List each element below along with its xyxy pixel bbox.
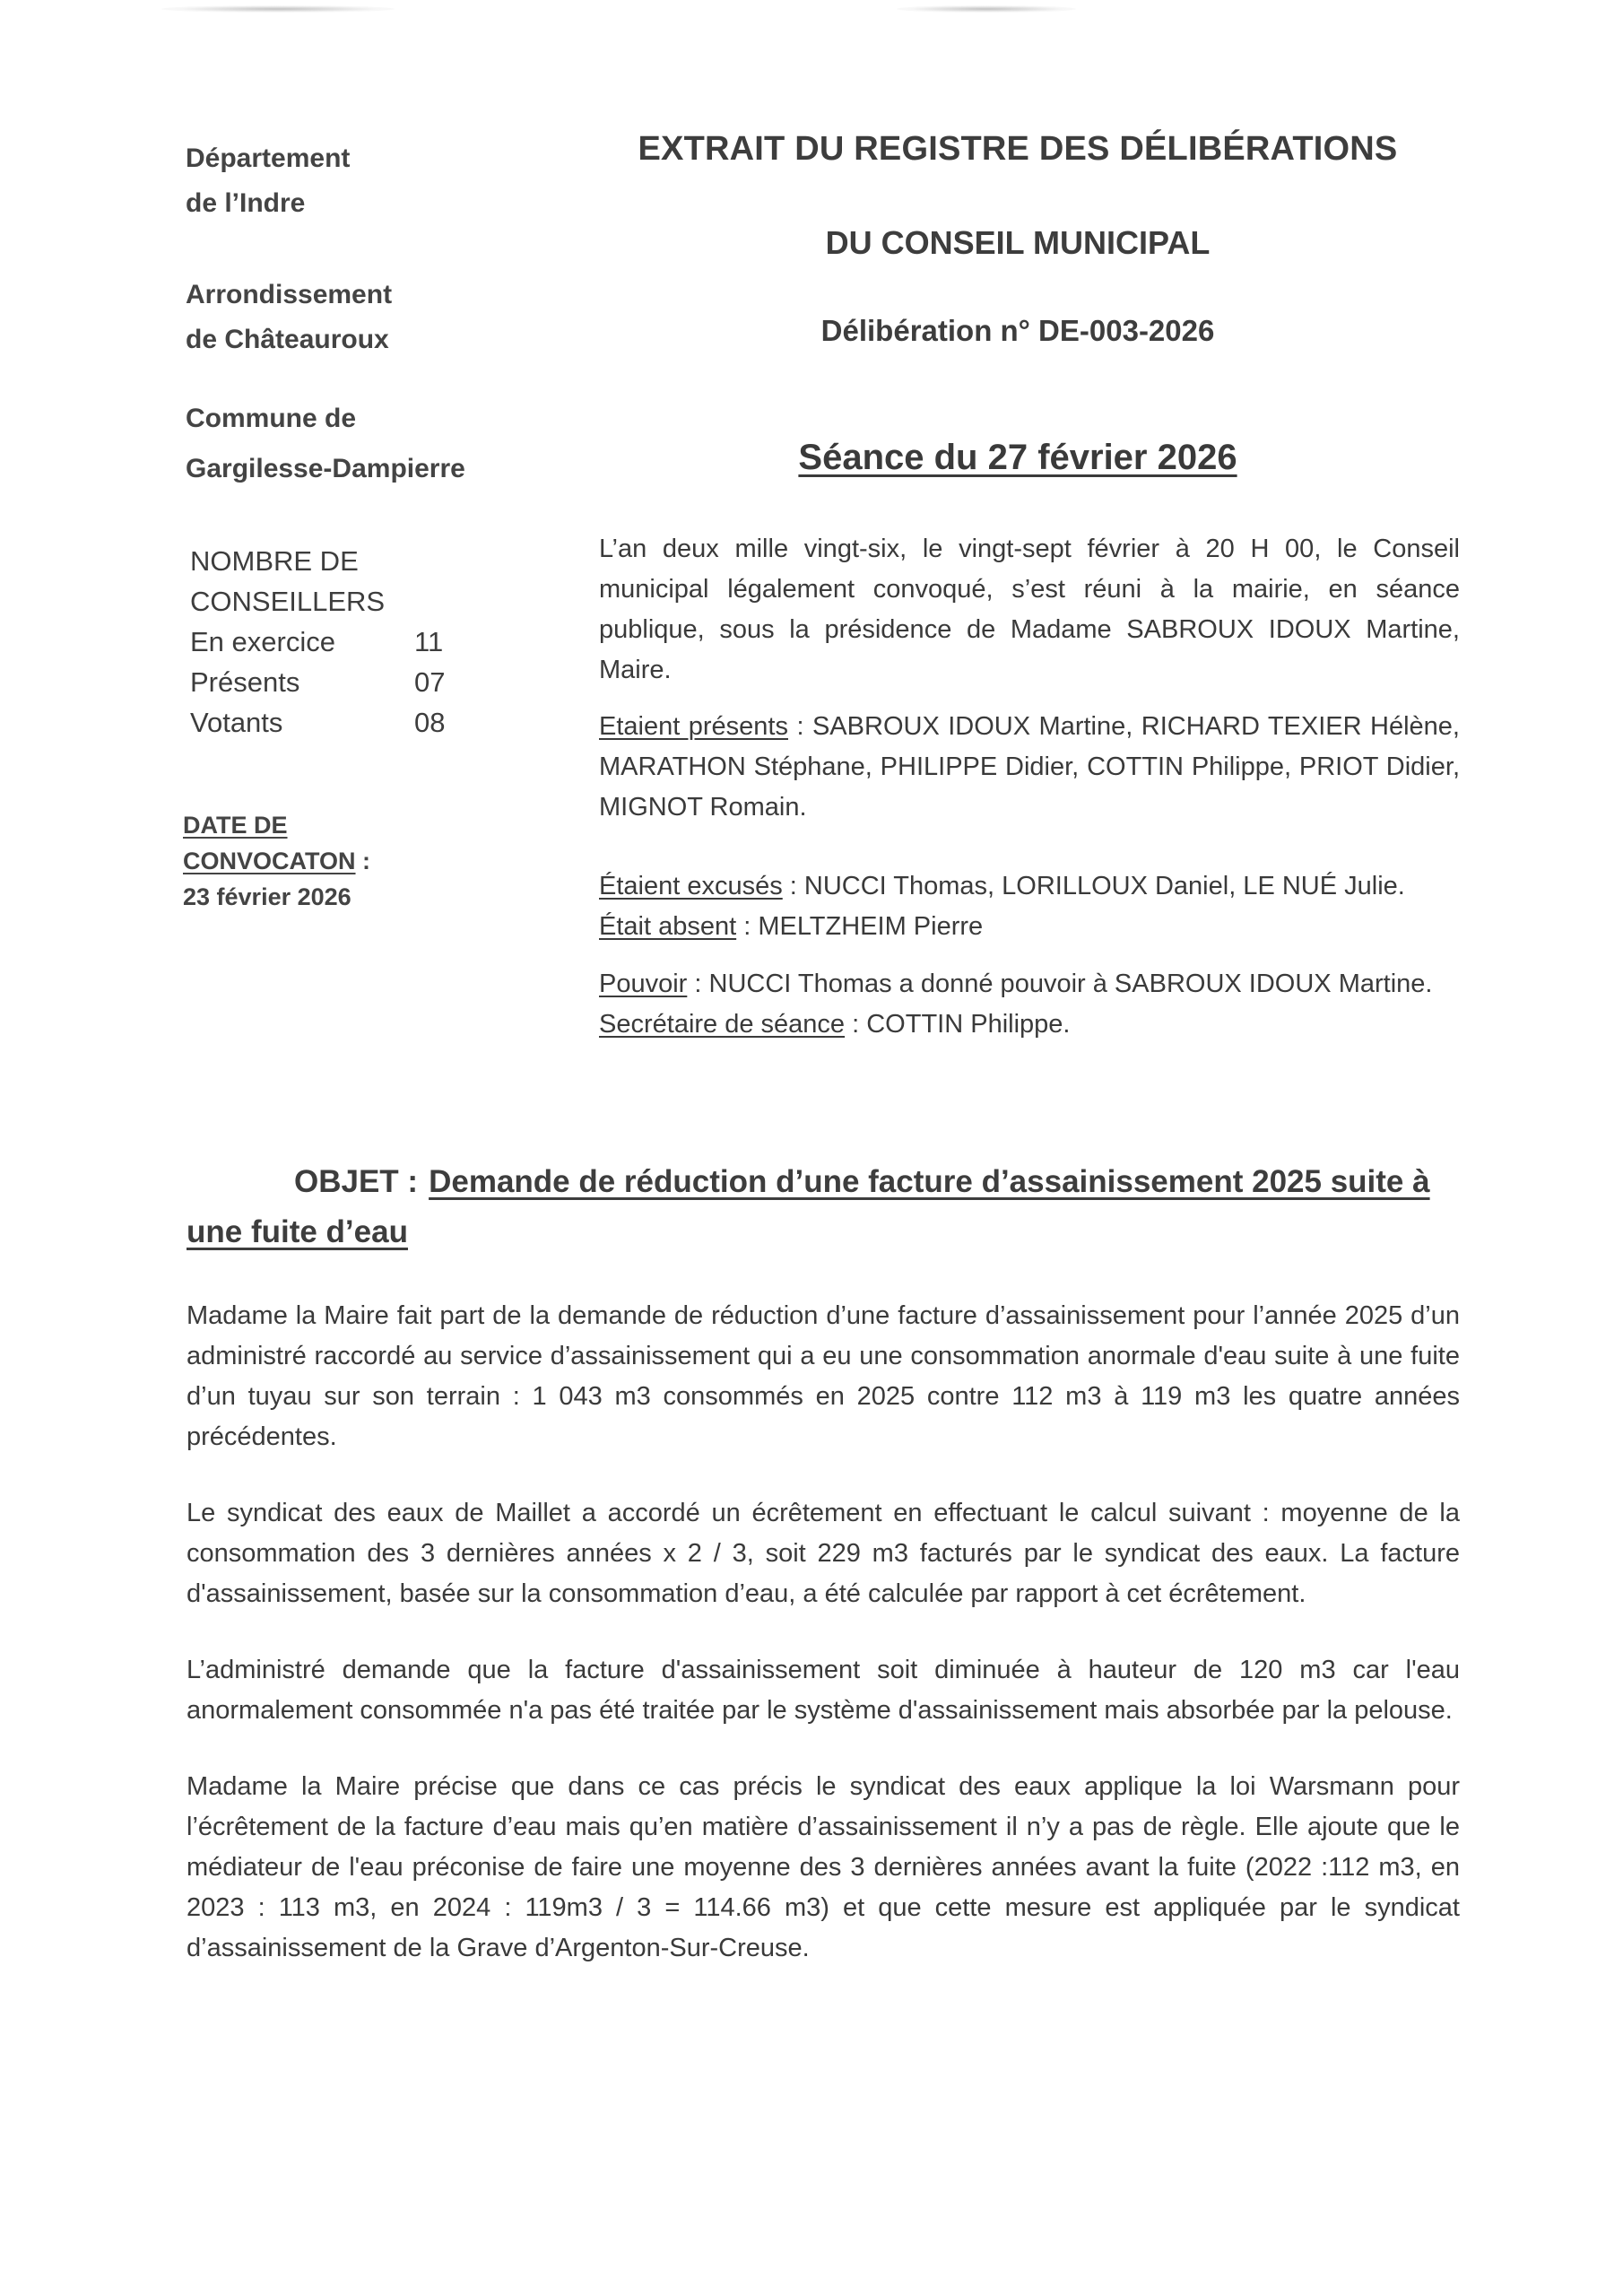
count-row-en-exercice <box>190 622 468 662</box>
seance-date-text: Séance du 27 février 2026 <box>798 438 1237 477</box>
presents-label: Etaient présents <box>599 712 788 741</box>
counts-heading-line1: NOMBRE DE <box>190 545 359 577</box>
body-paragraph-1: Madame la Maire fait part de la demande de réduction d’une facture d’assainissement pour l’année 2025 d’un administré raccordé au service d’assainissement qui a eu une consommation anormale d'eau suite à une fuite d’un tuyau sur son terrain : 1 043 m3 consommés en 2025 contre 112 m3 à 119 m3 les quatre années précédentes. <box>187 1301 1460 1451</box>
convocation-label-line2: CONVOCATON <box>183 848 356 874</box>
presents-text: : SABROUX IDOUX Martine, RICHARD TEXIER Hélène, MARATHON Stéphane, PHILIPPE Didier, COTTIN Philippe, PRIOT Didier, MIGNOT Romain. <box>599 712 1460 822</box>
convocation-date-block <box>183 807 370 915</box>
commune-line2: Gargilesse-Dampierre <box>186 454 465 483</box>
count-value: 08 <box>414 707 446 738</box>
scan-artifact <box>897 5 1076 13</box>
pouvoir-label: Pouvoir <box>599 970 688 998</box>
secretaire-text: : COTTIN Philippe. <box>845 1010 1071 1039</box>
document-title: EXTRAIT DU REGISTRE DES DÉLIBÉRATIONS <box>638 130 1398 168</box>
count-value: 11 <box>414 626 444 657</box>
absent-text: : MELTZHEIM Pierre <box>736 912 984 941</box>
objet-text: Demande de réduction d’une facture d’assainissement 2025 suite à une fuite d’eau <box>187 1164 1430 1249</box>
intro-paragraph: L’an deux mille vingt-six, le vingt-sept février à 20 H 00, le Conseil municipal légalement convoqué, s’est réuni à la mairie, en séance publique, sous la présidence de Madame SABROUX IDOUX Martine, Maire. <box>599 535 1460 684</box>
session-intro <box>599 529 1460 691</box>
body-paragraph-2: Le syndicat des eaux de Maillet a accordé un écrêtement en effectuant le calcul suivant : moyenne de la consommation des 3 dernières années x 2 / 3, soit 229 m3 facturés par le syndicat des eaux. La facture d'assainissement, basée sur la consommation d’eau, a été calculée par rapport à cet écrêtement. <box>187 1499 1460 1608</box>
count-label: Présents <box>190 666 300 698</box>
arrondissement-line2: de Châteauroux <box>186 325 389 354</box>
count-row-presents <box>190 662 468 702</box>
excuses-label: Étaient excusés <box>599 872 783 900</box>
convocation-colon: : <box>355 848 371 874</box>
excuses-text: : NUCCI Thomas, LORILLOUX Daniel, LE NUÉ Julie. <box>782 872 1405 900</box>
convocation-date: 23 février 2026 <box>183 883 352 910</box>
objet-label: OBJET : <box>294 1164 419 1199</box>
arrondissement-line1: Arrondissement <box>186 280 393 309</box>
deliberation-body <box>187 1296 1460 2005</box>
count-label: En exercice <box>190 626 335 657</box>
document-subtitle: DU CONSEIL MUNICIPAL <box>825 224 1211 261</box>
body-paragraph-4: Madame la Maire précise que dans ce cas précis le syndicat des eaux applique la loi Warsmann pour l’écrêtement de la facture d’eau mais qu’en matière d’assainissement il n’y a pas de règle. Elle ajoute que le médiateur de l'eau préconise de faire une moyenne des 3 dernières années avant la fuite (2022 :112 m3, en 2023 : 113 m3, en 2024 : 119m3 / 3 = 114.66 m3) et que cette mesure est appliquée par le syndicat d’assainissement de la Grave d’Argenton-Sur-Creuse. <box>187 1772 1460 1962</box>
convocation-label-line1: DATE DE <box>183 812 288 839</box>
seance-date <box>569 438 1466 478</box>
conseillers-count-block <box>190 541 468 743</box>
body-paragraph-3: L’administré demande que la facture d'assainissement soit diminuée à hauteur de 120 m3 car l'eau anormalement consommée n'a pas été traitée par le système d'assainissement mais absorbée par la pelouse. <box>187 1656 1460 1725</box>
count-label: Votants <box>190 707 283 738</box>
objet-heading <box>187 1157 1460 1257</box>
deliberation-number: Délibération n° DE-003-2026 <box>820 314 1215 347</box>
absent-label: Était absent <box>599 912 737 941</box>
pouvoir-section <box>599 964 1460 1045</box>
departement-line2: de l’Indre <box>186 188 306 218</box>
pouvoir-text: : NUCCI Thomas a donné pouvoir à SABROUX IDOUX Martine. <box>687 970 1433 998</box>
departement-line1: Département <box>186 144 351 173</box>
administrative-header <box>186 136 465 491</box>
scan-artifact <box>161 5 395 13</box>
presents-section <box>599 707 1460 828</box>
counts-heading-line2: CONSEILLERS <box>190 586 386 617</box>
excuses-section <box>599 866 1460 947</box>
secretaire-label: Secrétaire de séance <box>599 1010 846 1039</box>
count-value: 07 <box>414 666 446 698</box>
commune-line1: Commune de <box>186 404 357 433</box>
count-row-votants <box>190 702 468 743</box>
